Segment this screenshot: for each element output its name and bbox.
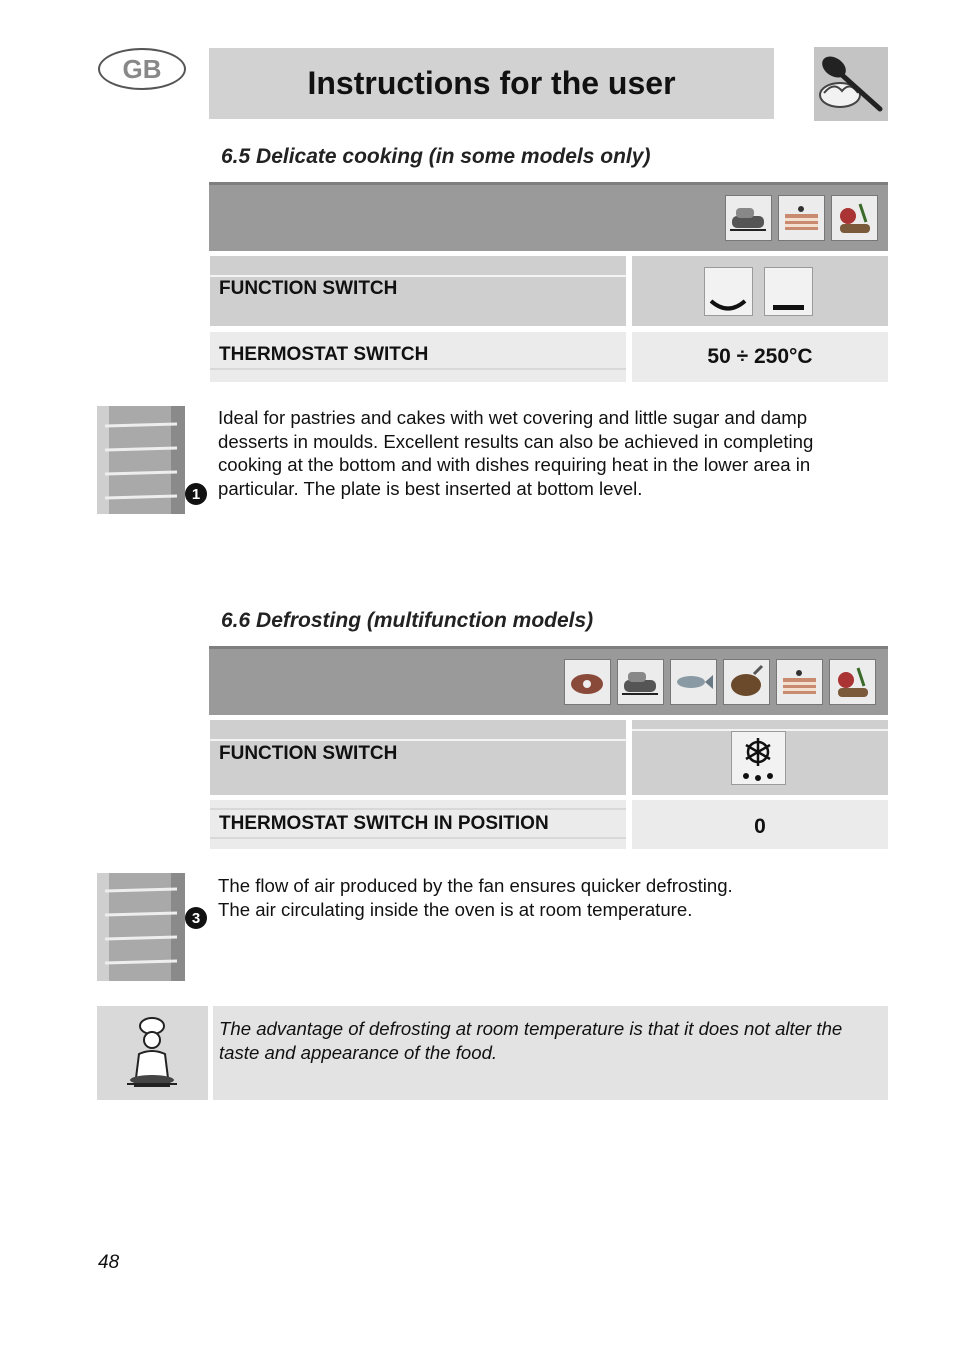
shelf-level-marker: 3 [185, 907, 207, 929]
defrost-snowflake-icon [731, 731, 786, 785]
function-switch-symbol-cell [632, 720, 888, 795]
function-switch-symbol-cell [632, 256, 888, 326]
food-category-band [209, 646, 888, 715]
thermostat-range-value: 50 ÷ 250°C [632, 332, 888, 382]
cake-icon [778, 195, 825, 241]
function-switch-label-cell [210, 256, 626, 326]
function-switch-label-cell [210, 720, 626, 795]
bottom-element-icon [704, 267, 753, 316]
poultry-icon [723, 659, 770, 705]
section-title-delicate-cooking: 6.5 Delicate cooking (in some models only) [221, 145, 651, 168]
roast-vegetables-icon [829, 659, 876, 705]
defrosting-description-line-2: The air circulating inside the oven is at room temperature. [218, 898, 693, 920]
thermostat-switch-label-cell [210, 332, 626, 382]
thermostat-position-label: THERMOSTAT SWITCH IN POSITION [219, 813, 549, 834]
function-switch-label: FUNCTION SWITCH [219, 278, 398, 299]
thermostat-position-label-cell [210, 800, 626, 849]
bread-icon [725, 195, 772, 241]
oven-shelf-diagram [97, 406, 185, 514]
meat-icon [564, 659, 611, 705]
spoon-chef-hat-icon [814, 47, 888, 121]
oven-shelf-diagram [97, 873, 185, 981]
chef-icon [97, 1006, 208, 1100]
defrosting-description [218, 874, 882, 921]
page-number: 48 [98, 1252, 120, 1273]
delicate-cooking-description: Ideal for pastries and cakes with wet covering and little sugar and damp desserts in moulds. Excellent results can also be achieved in completing cooking at the bottom and with dishes requiring heat in the lower area in particular. The plate is best inserted at bottom level. [218, 407, 814, 499]
shelf-level-marker: 1 [185, 483, 207, 505]
note-text: The advantage of defrosting at room temperature is that it does not alter the taste and appearance of the food. [219, 1018, 843, 1063]
grill-bar-icon [764, 267, 813, 316]
fish-icon [670, 659, 717, 705]
country-badge: GB [98, 48, 186, 90]
bread-icon [617, 659, 664, 705]
section-title-defrosting: 6.6 Defrosting (multifunction models) [221, 609, 594, 632]
roast-vegetables-icon [831, 195, 878, 241]
page-title: Instructions for the user [209, 48, 774, 119]
cake-icon [776, 659, 823, 705]
food-category-band [209, 182, 888, 251]
thermostat-position-value: 0 [632, 800, 888, 849]
thermostat-switch-label: THERMOSTAT SWITCH [219, 344, 429, 365]
function-switch-label: FUNCTION SWITCH [219, 743, 398, 764]
defrosting-description-line-1: The flow of air produced by the fan ensures quicker defrosting. [218, 875, 733, 896]
